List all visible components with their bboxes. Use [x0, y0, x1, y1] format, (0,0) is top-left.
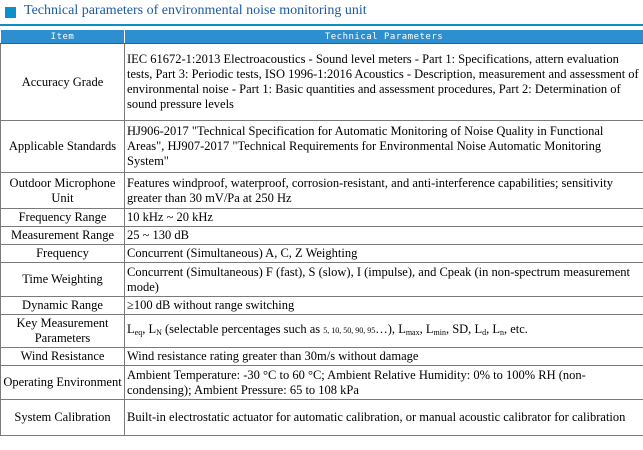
- row-param: 10 kHz ~ 20 kHz: [125, 209, 643, 227]
- table-row: [1, 263, 643, 297]
- row-param: [125, 315, 643, 348]
- section-title-bar: [0, 0, 643, 27]
- row-param: Built-in electrostatic actuator for automatic calibration, or manual acoustic calibrator for calibration: [125, 400, 643, 436]
- row-item: Dynamic Range: [1, 297, 125, 315]
- parameters-table: [0, 29, 643, 436]
- square-bullet-icon: [5, 7, 16, 18]
- kmp-d: d: [482, 328, 487, 337]
- kmp-sep: ,: [486, 322, 493, 336]
- kmp-sd: , SD,: [445, 322, 475, 336]
- kmp-eq: eq: [134, 328, 143, 337]
- row-param: 25 ~ 130 dB: [125, 227, 643, 245]
- row-param: Concurrent (Simultaneous) F (fast), S (slow), I (impulse), and Cpeak (in non-spectrum measurement mode): [125, 263, 643, 297]
- row-item: Frequency Range: [1, 209, 125, 227]
- kmp-min: min: [433, 328, 446, 337]
- table-row: [1, 366, 643, 400]
- row-param: HJ906-2017 "Technical Specification for Automatic Monitoring of Noise Quality in Functional Areas", HJ907-2017 "Technical Requirements for Environmental Noise Automatic Monitoring System": [125, 121, 643, 173]
- row-param: Concurrent (Simultaneous) A, C, Z Weighting: [125, 245, 643, 263]
- row-item: Time Weighting: [1, 263, 125, 297]
- table-row: [1, 315, 643, 348]
- kmp-close: …),: [375, 322, 399, 336]
- header-item: Item: [1, 30, 125, 44]
- row-item: Applicable Standards: [1, 121, 125, 173]
- table-row: [1, 400, 643, 436]
- kmp-l: L: [492, 322, 500, 336]
- kmp-n: N: [156, 328, 162, 337]
- kmp-l: L: [425, 322, 434, 336]
- kmp-l: L: [148, 322, 157, 336]
- kmp-l: L: [474, 322, 483, 336]
- row-param: Features windproof, waterproof, corrosion-resistant, and anti-interference capabilities; sensitivity greater than 30 mV/Pa at 250 Hz: [125, 173, 643, 209]
- kmp-sep: ,: [419, 322, 426, 336]
- kmp-l: L: [398, 322, 406, 336]
- table-row: [1, 227, 643, 245]
- table-row: [1, 348, 643, 366]
- kmp-etc: , etc.: [503, 322, 528, 336]
- row-item: Operating Environment: [1, 366, 125, 400]
- table-row: [1, 44, 643, 121]
- kmp-percentages: 5, 10, 50, 90, 95: [323, 326, 376, 335]
- kmp-max: max: [405, 328, 420, 337]
- row-param: Ambient Temperature: -30 °C to 60 °C; Ambient Relative Humidity: 0% to 100% RH (non-condensing); Ambient Pressure: 65 to 108 kPa: [125, 366, 643, 400]
- row-item: System Calibration: [1, 400, 125, 436]
- row-item: Accuracy Grade: [1, 44, 125, 121]
- table-row: [1, 297, 643, 315]
- kmp-open: (selectable percentages such as: [161, 322, 324, 336]
- row-param: IEC 61672-1:2013 Electroacoustics - Sound level meters - Part 1: Specifications, attern evaluation tests, Part 3: Periodic tests, ISO 1996-1:2016 Acoustics - Description, measurement and assessment of environmental noise - Part 1: Basic quantities and assessment procedures, Part 2: Determination of sound pressure levels: [125, 44, 643, 121]
- header-technical-parameters: Technical Parameters: [125, 30, 643, 44]
- row-item: Outdoor Microphone Unit: [1, 173, 125, 209]
- row-param: ≥100 dB without range switching: [125, 297, 643, 315]
- table-row: [1, 173, 643, 209]
- title-divider: [0, 24, 643, 26]
- kmp-sep: ,: [142, 322, 149, 336]
- table-row: [1, 245, 643, 263]
- row-item: Key Measurement Parameters: [1, 315, 125, 348]
- row-param: Wind resistance rating greater than 30m/s without damage: [125, 348, 643, 366]
- table-row: [1, 121, 643, 173]
- table-row: [1, 209, 643, 227]
- section-title: Technical parameters of environmental noise monitoring unit: [24, 3, 367, 18]
- kmp-ln: n: [499, 328, 504, 337]
- table-header-row: [1, 30, 643, 44]
- row-item: Frequency: [1, 245, 125, 263]
- row-item: Wind Resistance: [1, 348, 125, 366]
- kmp-l: L: [127, 322, 135, 336]
- row-item: Measurement Range: [1, 227, 125, 245]
